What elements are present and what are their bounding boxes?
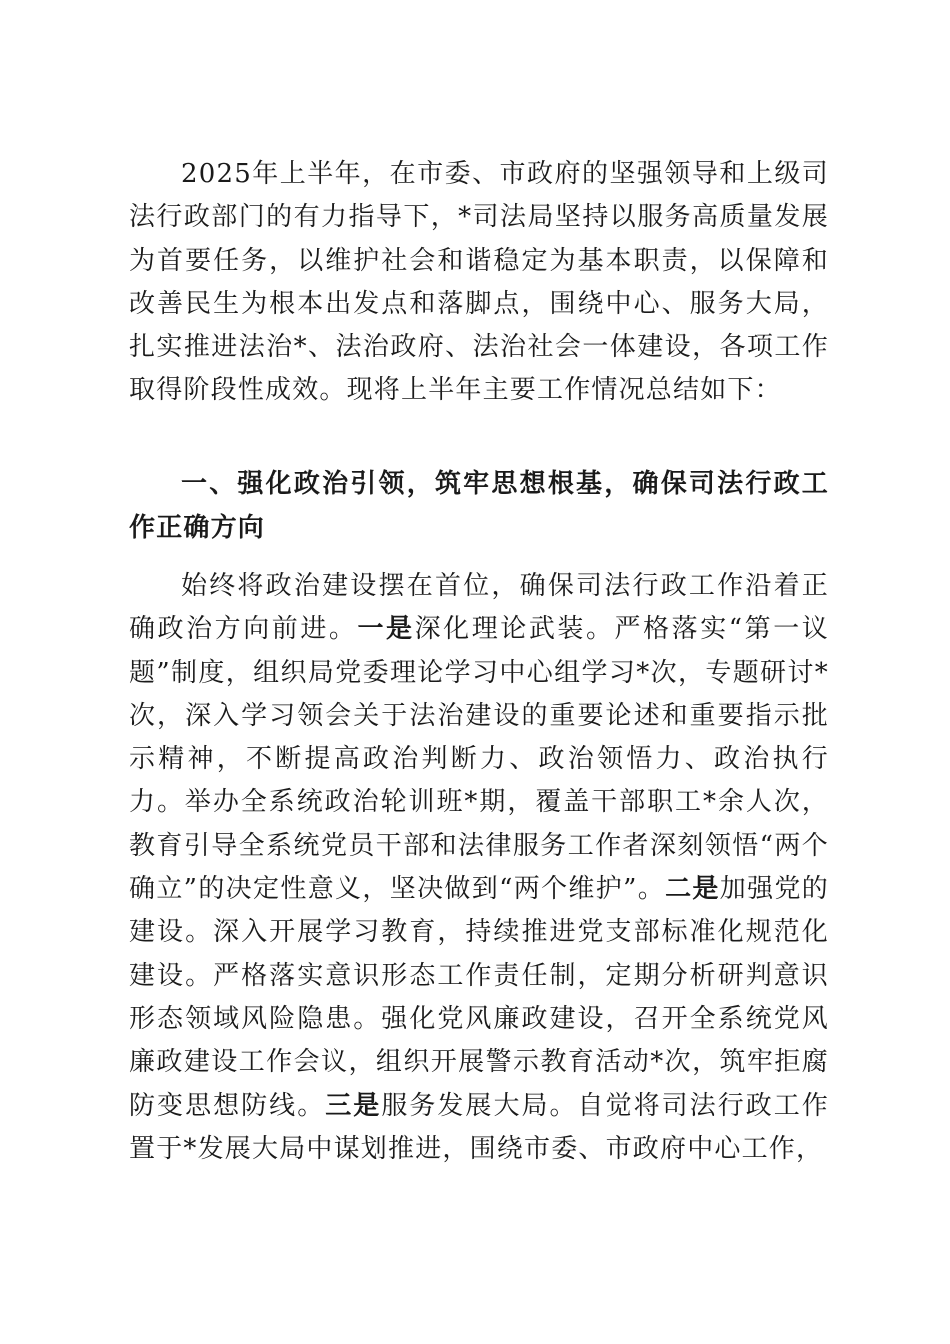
section-heading: 一、强化政治引领，筑牢思想根基，确保司法行政工作正确方向 [129, 469, 829, 543]
point-two-marker: 二是 [665, 874, 720, 905]
section-lead-text: 始终将政治建设摆在首位，确保司法行政工作沿着正确政治方向前进。 [129, 571, 829, 645]
intro-paragraph: 2025年上半年，在市委、市政府的坚强领导和上级司法行政部门的有力指导下，*司法局坚持以服务高质量发展为首要任务，以维护社会和谐稳定为基本职责，以保障和改善民生为根本出发点和落脚点，围绕中心、服务大局，扎实推进法治*、法治政府、法治社会一体建设，各项工作取得阶段性成效。现将上半年主要工作情况总结如下： [129, 159, 829, 406]
section-body-paragraph [129, 565, 829, 1171]
point-one-marker: 一是 [357, 614, 415, 645]
point-three-text: 服务发展大局。自觉将司法行政工作置于*发展大局中谋划推进，围绕市委、市政府中心工作， [129, 1090, 830, 1164]
point-two-text: 加强党的建设。深入开展学习教育，持续推进党支部标准化规范化建设。严格落实意识形态工作责任制，定期分析研判意识形态领域风险隐患。强化党风廉政建设，召开全系统党风廉政建设工作会议，组织开展警示教育活动*次，筑牢拒腐防变思想防线。 [129, 874, 829, 1121]
point-one-text: 深化理论武装。严格落实“第一议题”制度，组织局党委理论学习中心组学习*次，专题研讨*次，深入学习领会关于法治建设的重要论述和重要指示批示精神，不断提高政治判断力、政治领悟力、政治执行力。举办全系统政治轮训班*期，覆盖干部职工*余人次，教育引导全系统党员干部和法律服务工作者深刻领悟“两个确立”的决定性意义，坚决做到“两个维护”。 [129, 614, 829, 905]
point-three-marker: 三是 [325, 1090, 382, 1121]
